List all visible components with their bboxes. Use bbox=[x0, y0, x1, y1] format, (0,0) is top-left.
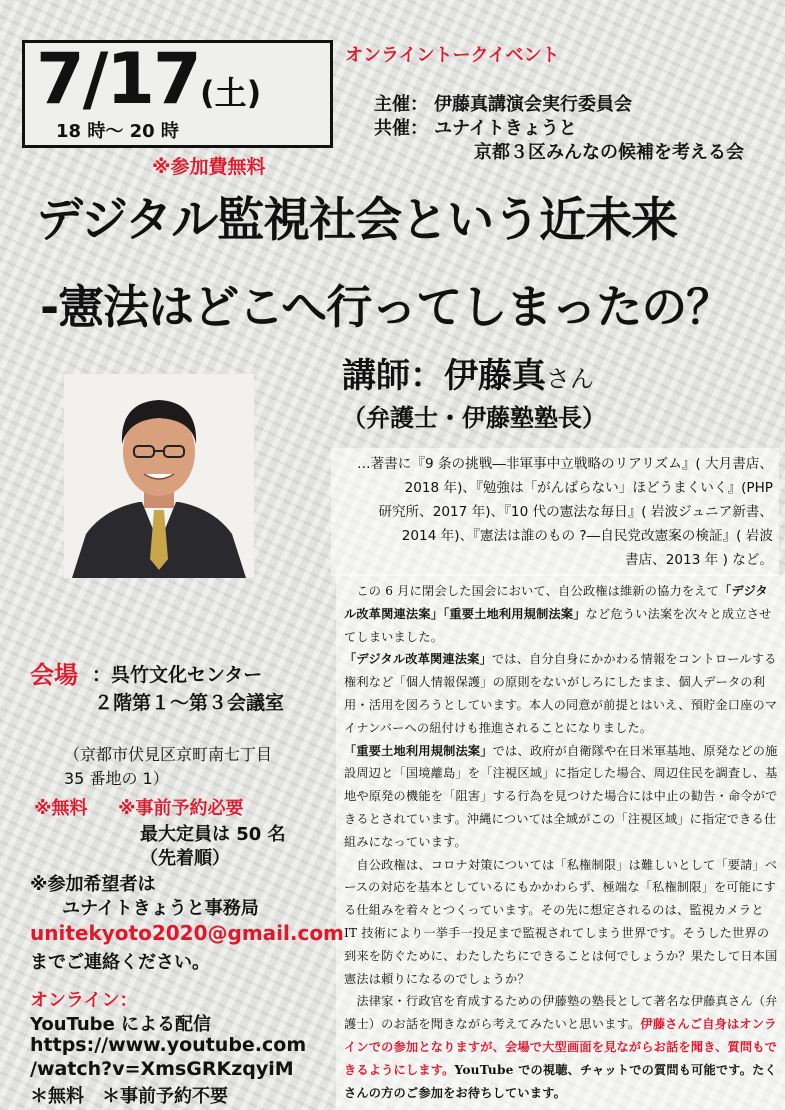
event-type: オンライントークイベント bbox=[345, 45, 560, 66]
contact-email-link[interactable]: unitekyoto2020@gmail.com bbox=[30, 921, 344, 945]
speaker-honorific: さん bbox=[546, 365, 594, 393]
bio-line: 研究所、2017 年)、『10 代の憲法な毎日』( 岩波ジュニア新書、 bbox=[378, 504, 773, 520]
text-span: YouTube での視聴、チャットでの質問も可能です。たくさんの方のご参加をお待ちしています。 bbox=[344, 1062, 777, 1100]
law-names: 「デジタル改革関連法案」「重要土地利用規制法案」 bbox=[344, 584, 768, 621]
law-name-digital: 「デジタル改革関連法案」 bbox=[344, 652, 492, 667]
free-label: ※無料 bbox=[34, 798, 88, 819]
description-paragraph bbox=[344, 990, 779, 1104]
organizer-label: 主催： bbox=[374, 94, 428, 115]
youtube-url-line1[interactable]: https://www.youtube.com bbox=[30, 1034, 307, 1056]
cosponsor-1: ユナイトきょうと bbox=[434, 118, 577, 139]
online-method: YouTube による配信 bbox=[30, 1014, 212, 1035]
description-paragraph: 自公政権は、コロナ対策については「私権制限」は難しいとして「要請」ベースの対応を基本としているにもかかわらず、極端な「私権制限」を可能にする仕組みを着々とつくっています。その先に想定されるのは、監視カメラと IT 技術により一挙手一投足まで監視されてしまう世界です。そうした世界の到来を防ぐために、わたしたちにできることは何でしょうか？果たして日本国憲法は頼りになるのでしょうか？ bbox=[344, 857, 778, 986]
bio-line: 2014 年)、『憲法は誰のもの ?―自民党改憲案の検証』( 岩波 bbox=[401, 528, 773, 544]
cosponsor-2: 京都３区みんなの候補を考える会 bbox=[474, 142, 744, 163]
organizer-name: 伊藤真講演会実行委員会 bbox=[434, 94, 632, 115]
first-come-note: （先着順） bbox=[140, 848, 230, 869]
venue-name: ：呉竹文化センター bbox=[92, 664, 263, 686]
speaker-bio bbox=[331, 448, 779, 576]
text-span: など危うい法案を次々と成立させてしまいました。 bbox=[344, 606, 772, 644]
event-time: 18 時～ 20 時 bbox=[56, 121, 179, 142]
event-day-of-week: (土) bbox=[200, 74, 262, 112]
speaker-photo bbox=[64, 374, 254, 578]
main-title: デジタル監視社会という近未来 bbox=[36, 193, 678, 248]
text-span: この 6 月に閉会した国会において、自公政権は維新の協力をえて bbox=[344, 584, 720, 598]
online-note: ＊無料 ＊事前予約不要 bbox=[30, 1086, 228, 1107]
venue-label: 会場 bbox=[30, 661, 78, 689]
venue-room: ２階第１～第３会議室 bbox=[94, 692, 285, 714]
event-date: 7/17 bbox=[36, 38, 200, 120]
venue-address-line2: 35 番地の 1） bbox=[64, 769, 169, 788]
online-label: オンライン： bbox=[30, 990, 138, 1011]
bio-line: …著書に『9 条の挑戦―非軍事中立戦略のリアリズム』( 大月書店、 bbox=[357, 456, 773, 472]
applicants-note: ※参加希望者は bbox=[30, 874, 156, 895]
reservation-required: ※事前予約必要 bbox=[118, 798, 244, 819]
bio-line: 書店、2013 年 ) など。 bbox=[624, 552, 773, 568]
free-admission-note: ※参加費無料 bbox=[152, 156, 266, 178]
law-name-land: 「重要土地利用規制法案」 bbox=[344, 743, 493, 758]
description-paragraph bbox=[344, 740, 779, 854]
contact-org: ユナイトきょうと事務局 bbox=[62, 898, 259, 919]
contact-note: までご連絡ください。 bbox=[30, 952, 210, 973]
speaker-name: 講師：伊藤真 bbox=[342, 356, 546, 396]
text-span: では、自分自身にかかわる情報をコントロールする権利など「個人情報保護」の原則をないがしろにしたまま、個人データの利用・活用を図ろうとしています。本人の同意が前提とはいえ、預貯金口座のマイナンバーへの紐付けも推進されることになりました。 bbox=[344, 652, 778, 735]
sub-title: -憲法はどこへ行ってしまったの？ bbox=[40, 280, 732, 334]
online-notice: 伊藤さんご自身はオンラインでの参加となりますが、会場で大型画面を見ながらお話を聞き、質問もできるようにします。 bbox=[344, 1017, 778, 1077]
cosponsor-label: 共催： bbox=[374, 118, 428, 139]
text-span: では、政府が自衛隊や在日米軍基地、原発などの施設周辺と「国境離島」を「注視区域」に指定した場合、周辺住民を調査し、基地や原発の機能を「阻害」する行為を見つけた場合には中止の勧告・命令ができるとされています。沖縄については全域がこの「注視区域」に指定できる仕組みになっています。 bbox=[344, 743, 778, 849]
text-span: 法律家・行政官を育成するための伊藤塾の塾長として著名な伊藤真さん（弁護士）のお話を聞きながら考えてみたいと思います。 bbox=[344, 994, 778, 1032]
event-description bbox=[336, 574, 785, 1110]
description-paragraph bbox=[344, 580, 779, 648]
description-paragraph bbox=[344, 648, 779, 739]
capacity: 最大定員は 50 名 bbox=[140, 824, 286, 845]
bio-line: 2018 年)、『勉強は「がんばらない」ほどうまくいく』(PHP bbox=[404, 480, 773, 496]
venue-address-line1: （京都市伏見区京町南七丁目 bbox=[64, 745, 273, 764]
youtube-url-line2[interactable]: /watch?v=XmsGRKzqyiM bbox=[30, 1058, 294, 1080]
speaker-heading bbox=[342, 348, 594, 397]
speaker-role: （弁護士・伊藤塾塾長） bbox=[342, 404, 606, 432]
